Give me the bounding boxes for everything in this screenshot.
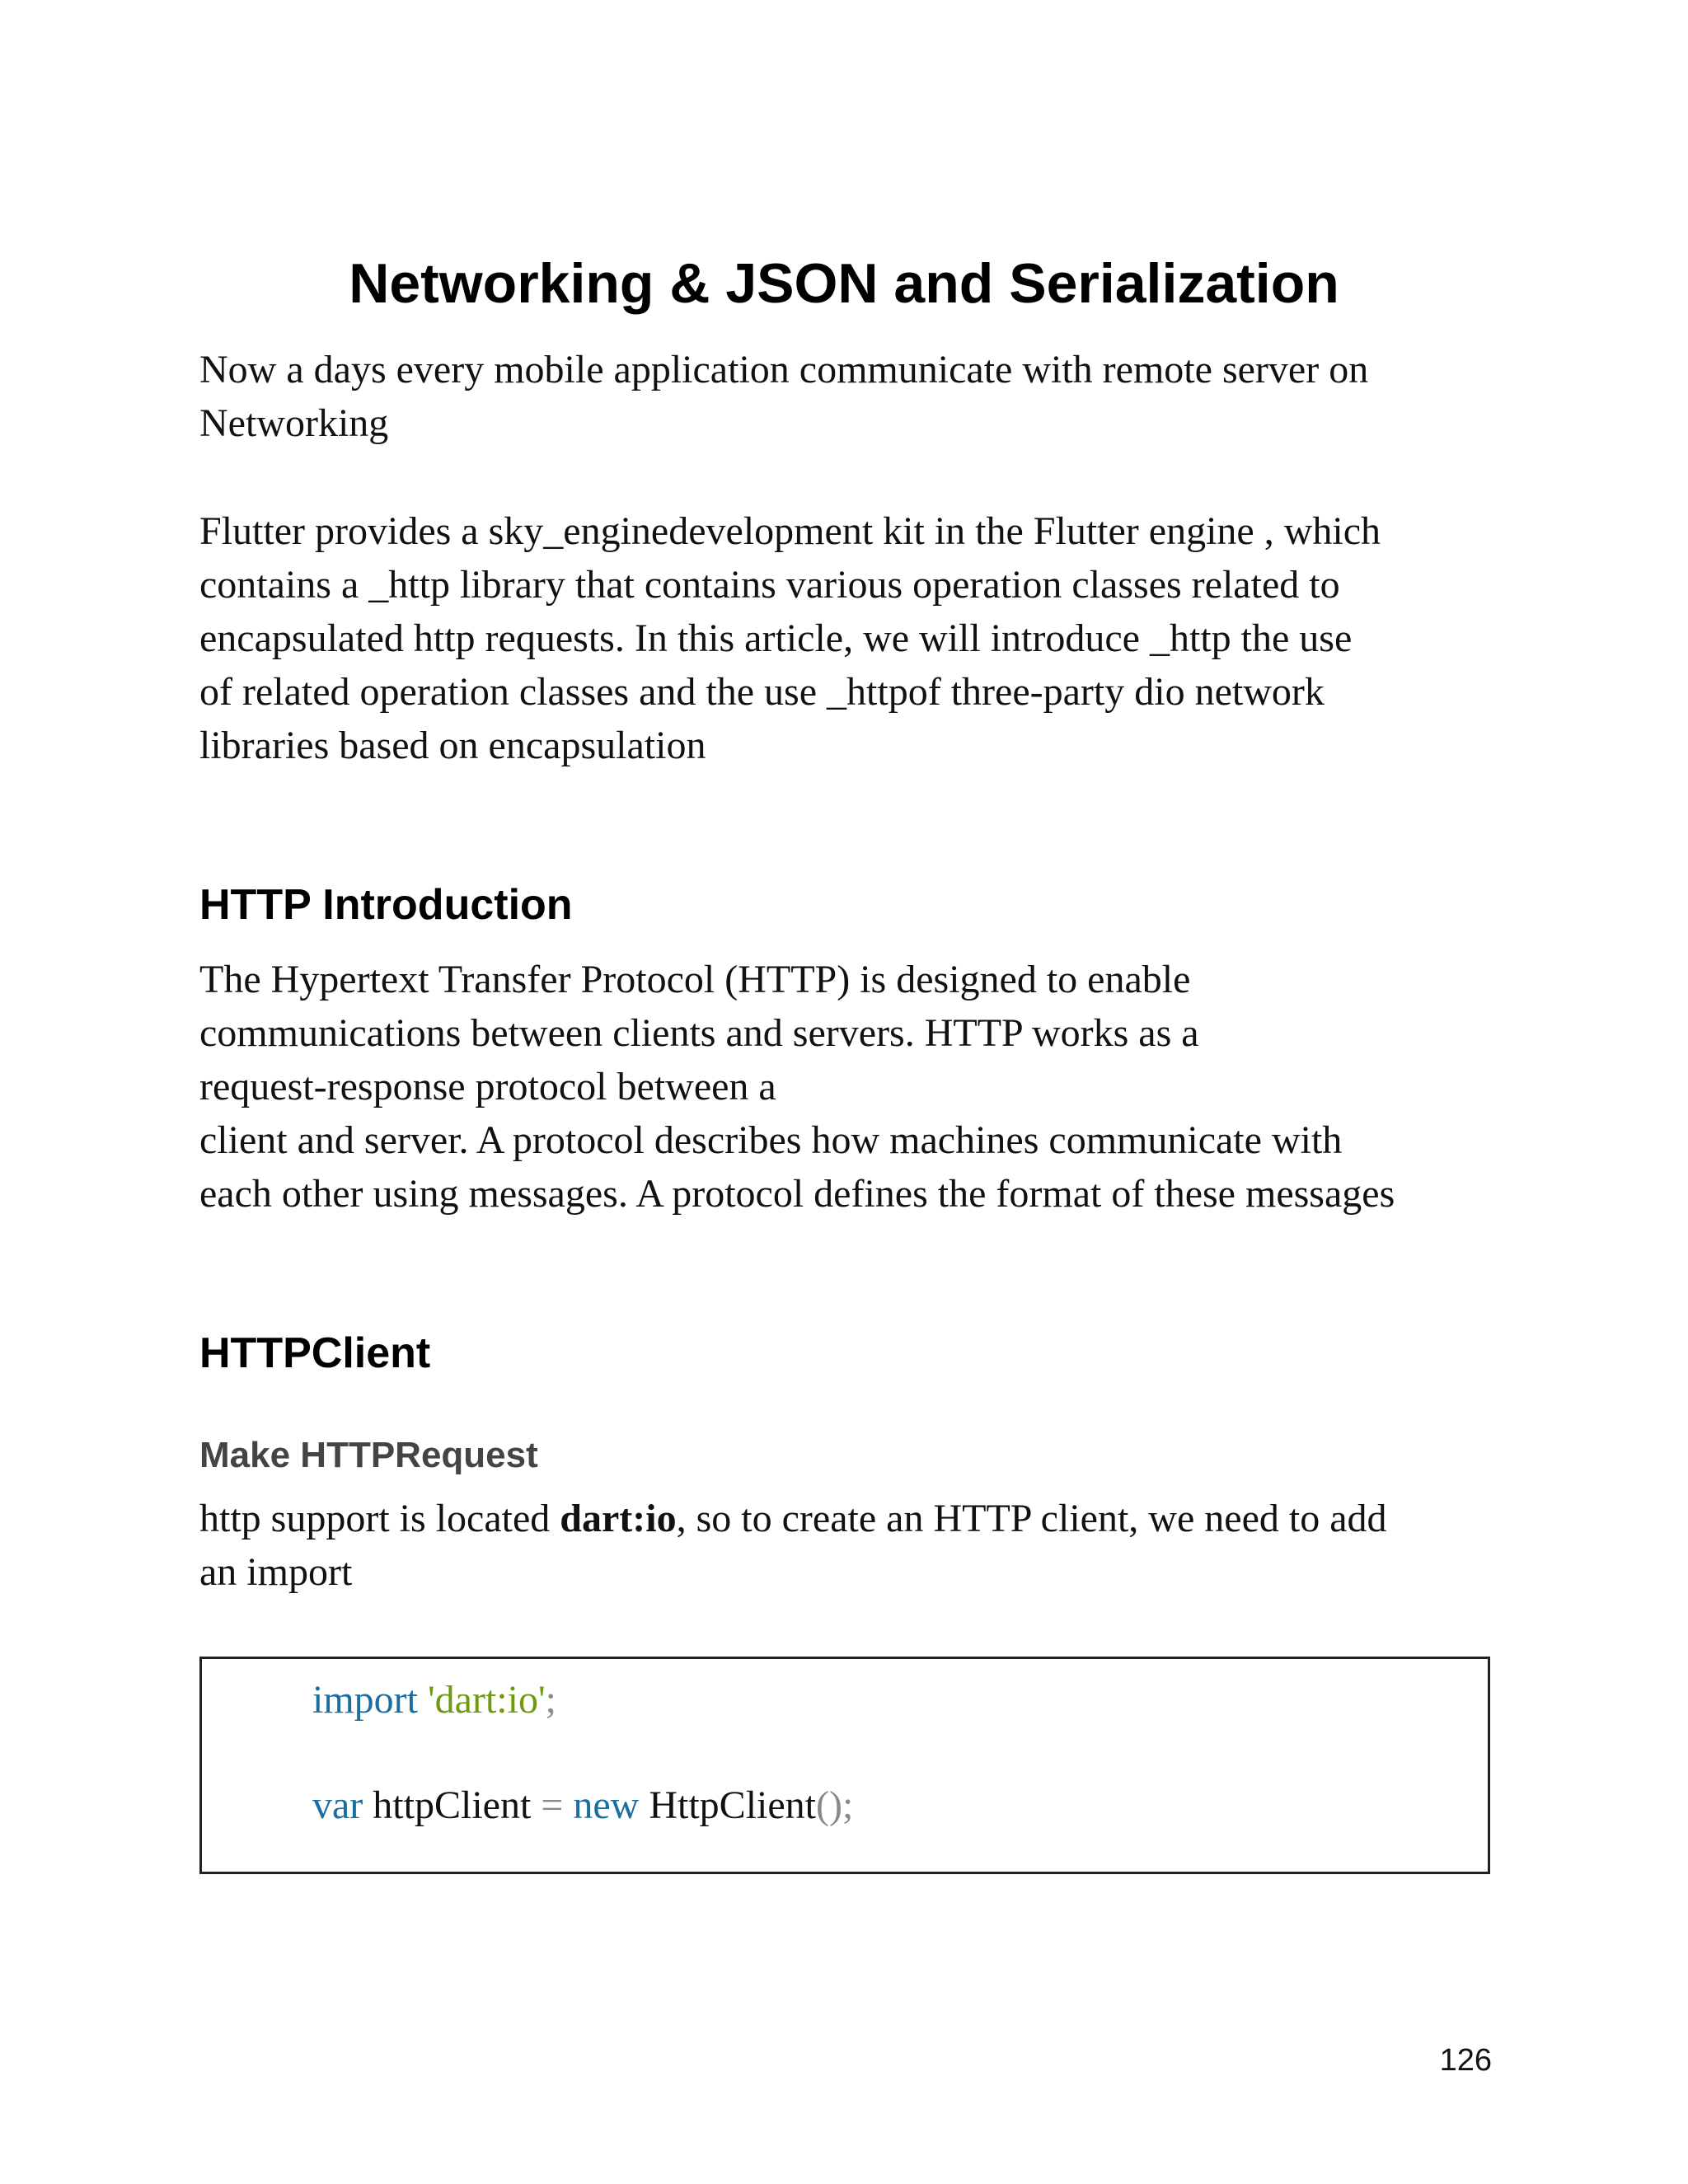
httpclient-heading: HTTPClient (199, 1329, 431, 1377)
http-intro-paragraph (199, 953, 1502, 1221)
page-title: Networking & JSON and Serialization (349, 252, 1339, 315)
http-intro-line: each other using messages. A protocol defines the format of these messages (199, 1172, 1395, 1216)
intro-line: Networking (199, 401, 389, 445)
page-number: 126 (1439, 2043, 1492, 2078)
httpclient-line: an import (199, 1550, 353, 1594)
flutter-line: libraries based on encapsulation (199, 724, 706, 767)
httpclient-line (199, 1492, 1502, 1545)
code-operator: = (541, 1783, 564, 1827)
code-keyword: new (573, 1783, 640, 1827)
code-string: 'dart:io' (428, 1678, 546, 1722)
code-identifier: httpClient (363, 1783, 542, 1827)
httpclient-paragraph (199, 1492, 1502, 1599)
httpclient-text-before: http support is located (199, 1497, 560, 1540)
code-class-name: HttpClient (639, 1783, 817, 1827)
http-introduction-heading: HTTP Introduction (199, 881, 573, 929)
code-keyword: var (312, 1783, 363, 1827)
code-space (563, 1783, 573, 1827)
intro-paragraph (199, 343, 1502, 450)
code-space (418, 1678, 428, 1722)
code-block (199, 1657, 1490, 1874)
code-punctuation: (); (816, 1783, 854, 1827)
http-intro-line: The Hypertext Transfer Protocol (HTTP) is designed to enable (199, 958, 1191, 1001)
flutter-line: contains a _http library that contains various operation classes related to (199, 563, 1340, 607)
flutter-paragraph (199, 504, 1502, 772)
code-keyword: import (312, 1678, 418, 1722)
http-intro-line: request-response protocol between a (199, 1065, 776, 1108)
code-line-var (312, 1781, 853, 1830)
intro-line: Now a days every mobile application communicate with remote server on (199, 348, 1369, 391)
http-intro-line: client and server. A protocol describes how machines communicate with (199, 1118, 1343, 1162)
http-intro-line: communications between clients and servers. HTTP works as a (199, 1011, 1199, 1055)
dart-io-bold: dart:io (560, 1497, 677, 1540)
make-httprequest-heading: Make HTTPRequest (199, 1435, 538, 1475)
flutter-line: of related operation classes and the use _httpof three-party dio network (199, 670, 1325, 714)
code-line-import (312, 1675, 556, 1725)
flutter-line: Flutter provides a sky_enginedevelopment kit in the Flutter engine , which (199, 509, 1381, 553)
flutter-line: encapsulated http requests. In this article, we will introduce _http the use (199, 616, 1353, 660)
code-punctuation: ; (545, 1678, 556, 1722)
httpclient-text-after: , so to create an HTTP client, we need to add (676, 1497, 1387, 1540)
